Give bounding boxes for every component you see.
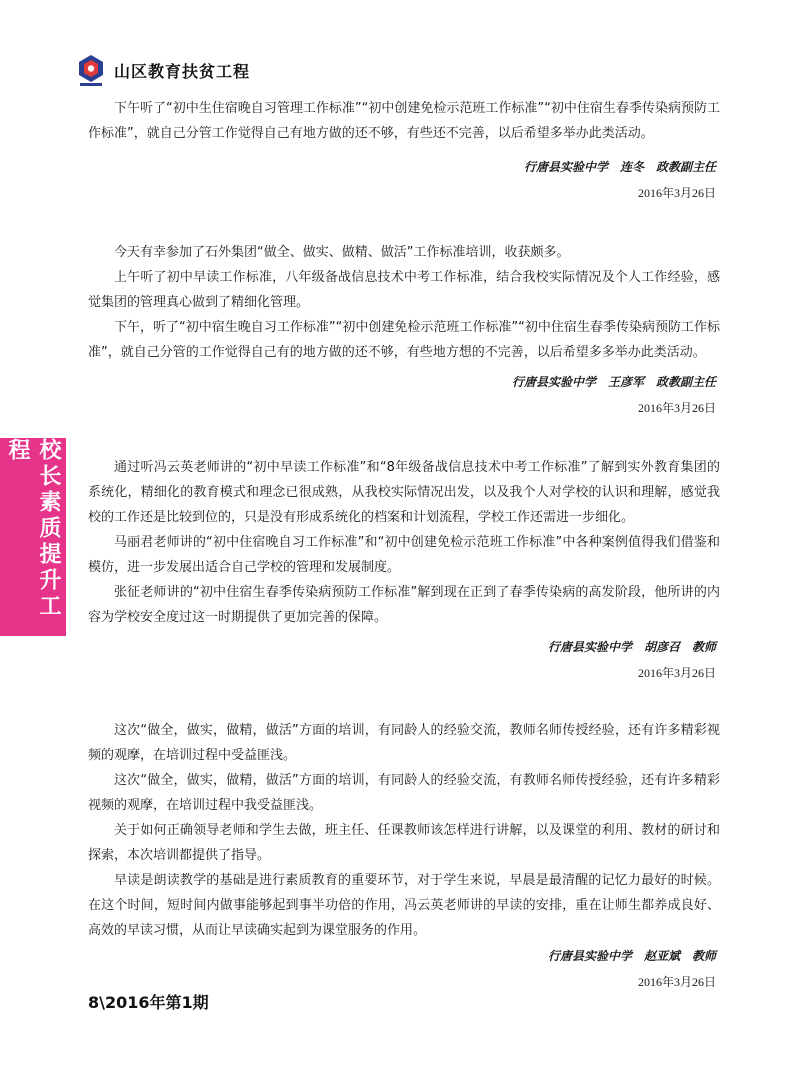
date-line: 2016年3月26日 [637, 401, 716, 415]
paragraph: 马丽君老师讲的“初中住宿晚自习工作标准”和“初中创建免检示范班工作标准”中各种案例值得我们借鉴和模仿，进一步发展出适合自己学校的管理和发展制度。 [88, 535, 720, 575]
author-signature: 行唐县实验中学 胡彦召 教师 [547, 640, 716, 654]
school-logo-icon [76, 53, 106, 87]
page-header [76, 50, 250, 90]
paragraph: 张征老师讲的“初中住宿生春季传染病预防工作标准”解到现在正到了春季传染病的高发阶段，他所讲的内容为学校安全度过这一时期提供了更加完善的保障。 [88, 585, 720, 625]
author-signature: 行唐县实验中学 连冬 政教副主任 [523, 160, 716, 174]
paragraph: 下午，听了“初中宿生晚自习工作标准”“初中创建免检示范班工作标准”“初中住宿生春季传染病预防工作标准”，就自己分管的工作觉得自己有的地方做的还不够，有些地方想的不完善，以后希望多多举办此类活动。 [88, 320, 720, 360]
paragraph: 这次“做全，做实，做精，做活”方面的培训，有同龄人的经验交流，教师名师传授经验，还有许多精彩视频的观摩，在培训过程中受益匪浅。 [88, 723, 720, 763]
date-line: 2016年3月26日 [637, 186, 716, 200]
side-tab-label: 校长素质提升工程 [5, 438, 61, 620]
author-signature: 行唐县实验中学 王彦军 政教副主任 [511, 375, 716, 389]
page-footer-label: 8\2016年第1期 [88, 993, 209, 1012]
header-title: 山区教育扶贫工程 [114, 61, 251, 81]
author-signature: 行唐县实验中学 赵亚斌 教师 [547, 949, 716, 963]
paragraph: 今天有幸参加了石外集团“做全、做实、做精、做活”工作标准培训，收获颇多。 [114, 245, 570, 260]
paragraph: 关于如何正确领导老师和学生去做，班主任、任课教师该怎样进行讲解，以及课堂的利用、教材的研讨和探索，本次培训都提供了指导。 [88, 823, 720, 863]
paragraph: 下午听了“初中生住宿晚自习管理工作标准”“初中创建免检示范班工作标准”“初中住宿生春季传染病预防工作标准”，就自己分管工作觉得自己有地方做的还不够，有些还不完善，以后希望多举办此类活动。 [88, 101, 720, 141]
paragraph: 这次“做全，做实，做精，做活”方面的培训，有同龄人的经验交流，有教师名师传授经验，还有许多精彩视频的观摩，在培训过程中我受益匪浅。 [88, 773, 720, 813]
reflection-block-4 [88, 718, 720, 994]
paragraph: 早读是朗读教学的基础是进行素质教育的重要环节，对于学生来说，早晨是最清醒的记忆力最好的时候。在这个时间，短时间内做事能够起到事半功倍的作用，冯云英老师讲的早读的安排，重在让师生都养成良好、高效的早读习惯，从而让早读确实起到为课堂服务的作用。 [88, 873, 720, 938]
side-section-tab [0, 438, 66, 636]
reflection-block-2 [88, 240, 720, 420]
date-line: 2016年3月26日 [637, 666, 716, 680]
paragraph: 通过听冯云英老师讲的“初中早读工作标准”和“8年级备战信息技术中考工作标准”了解到实外教育集团的系统化，精细化的教育模式和理念已很成熟，从我校实际情况出发，以及我个人对学校的认识和理解，感觉我校的工作还是比较到位的，只是没有形成系统化的档案和计划流程，学校工作还需进一步细化。 [88, 460, 720, 525]
paragraph: 上午听了初中早读工作标准，八年级备战信息技术中考工作标准，结合我校实际情况及个人工作经验，感觉集团的管理真心做到了精细化管理。 [88, 270, 720, 310]
date-line: 2016年3月26日 [637, 975, 716, 989]
reflection-block-3 [88, 455, 720, 685]
reflection-block-1 [88, 96, 720, 205]
